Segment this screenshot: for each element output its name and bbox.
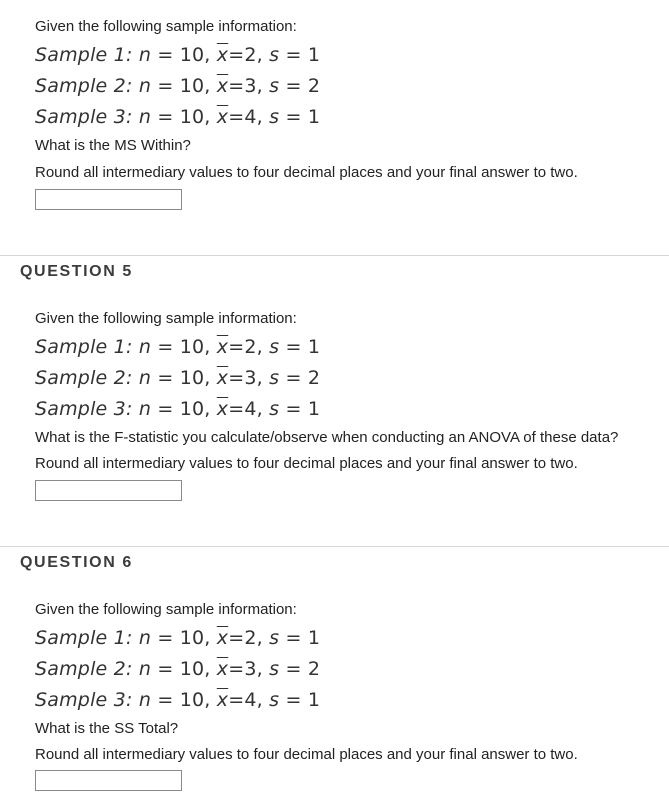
sample-sd: 1: [307, 398, 321, 420]
sample-label: Sample 2:: [35, 367, 133, 389]
sample-1-line: Sample 1: n = 10, $\overline{x}=2$, s = 1: [35, 336, 321, 358]
sample-label: Sample 2:: [35, 75, 133, 97]
sample-sd: 1: [307, 44, 321, 66]
sample-sd: 2: [307, 367, 321, 389]
sample-sd: 2: [307, 658, 321, 680]
sample-mean: 2,: [244, 44, 263, 66]
sample-mean: 3,: [244, 367, 263, 389]
question-heading: QUESTION 5: [20, 263, 133, 280]
sample-sd: 1: [307, 627, 321, 649]
sample-label: Sample 3:: [35, 689, 133, 711]
rounding-instruction: Round all intermediary values to four decimal places and your final answer to two.: [35, 455, 578, 472]
sample-mean: 2,: [244, 336, 263, 358]
sample-label: Sample 2:: [35, 658, 133, 680]
sample-3-line: Sample 3: n = 10, $\overline{x}=4$, s = 1: [35, 106, 321, 128]
question-prompt: What is the SS Total?: [35, 720, 179, 737]
sample-3-line: Sample 3: n = 10, $\overline{x}=4$, s = 1: [35, 689, 321, 711]
question-prompt: What is the F-statistic you calculate/observe when conducting an ANOVA of these data?: [35, 429, 619, 446]
sample-sd: 1: [307, 106, 321, 128]
sample-mean: 2,: [244, 627, 263, 649]
question-divider: [0, 255, 669, 256]
sample-sd: 1: [307, 336, 321, 358]
sample-2-line: Sample 2: n = 10, $\overline{x}=3$, s = 2: [35, 75, 321, 97]
sample-2-line: Sample 2: n = 10, $\overline{x}=3$, s = 2: [35, 367, 321, 389]
sample-sd: 1: [307, 689, 321, 711]
sample-mean: 3,: [244, 658, 263, 680]
question-5-block: [0, 291, 669, 511]
sample-mean: 3,: [244, 75, 263, 97]
sample-label: Sample 1:: [35, 44, 133, 66]
answer-input[interactable]: [35, 770, 182, 791]
sample-n: 10,: [179, 336, 211, 358]
sample-n: 10,: [179, 44, 211, 66]
answer-input[interactable]: [35, 189, 182, 210]
sample-label: Sample 1:: [35, 336, 133, 358]
question-6-block: [0, 582, 669, 804]
sample-label: Sample 3:: [35, 106, 133, 128]
sample-n: 10,: [179, 106, 211, 128]
question-heading: QUESTION 6: [20, 554, 133, 571]
sample-3-line: Sample 3: n = 10, $\overline{x}=4$, s = 1: [35, 398, 321, 420]
sample-mean: 4,: [244, 689, 263, 711]
question-divider: [0, 546, 669, 547]
question-intro: Given the following sample information:: [35, 310, 297, 327]
sample-n: 10,: [179, 658, 211, 680]
sample-mean: 4,: [244, 398, 263, 420]
sample-n: 10,: [179, 627, 211, 649]
sample-sd: 2: [307, 75, 321, 97]
sample-mean: 4,: [244, 106, 263, 128]
sample-1-line: Sample 1: n = 10, $\overline{x}=2$, s = 1: [35, 44, 321, 66]
sample-n: 10,: [179, 689, 211, 711]
sample-label: Sample 3:: [35, 398, 133, 420]
question-4-block: [0, 0, 669, 240]
rounding-instruction: Round all intermediary values to four decimal places and your final answer to two.: [35, 164, 578, 181]
question-intro: Given the following sample information:: [35, 18, 297, 35]
question-prompt: What is the MS Within?: [35, 137, 191, 154]
sample-n: 10,: [179, 398, 211, 420]
sample-label: Sample 1:: [35, 627, 133, 649]
rounding-instruction: Round all intermediary values to four decimal places and your final answer to two.: [35, 746, 578, 763]
question-intro: Given the following sample information:: [35, 601, 297, 618]
answer-input[interactable]: [35, 480, 182, 501]
sample-n: 10,: [179, 367, 211, 389]
sample-2-line: Sample 2: n = 10, $\overline{x}=3$, s = 2: [35, 658, 321, 680]
sample-n: 10,: [179, 75, 211, 97]
sample-1-line: Sample 1: n = 10, $\overline{x}=2$, s = 1: [35, 627, 321, 649]
